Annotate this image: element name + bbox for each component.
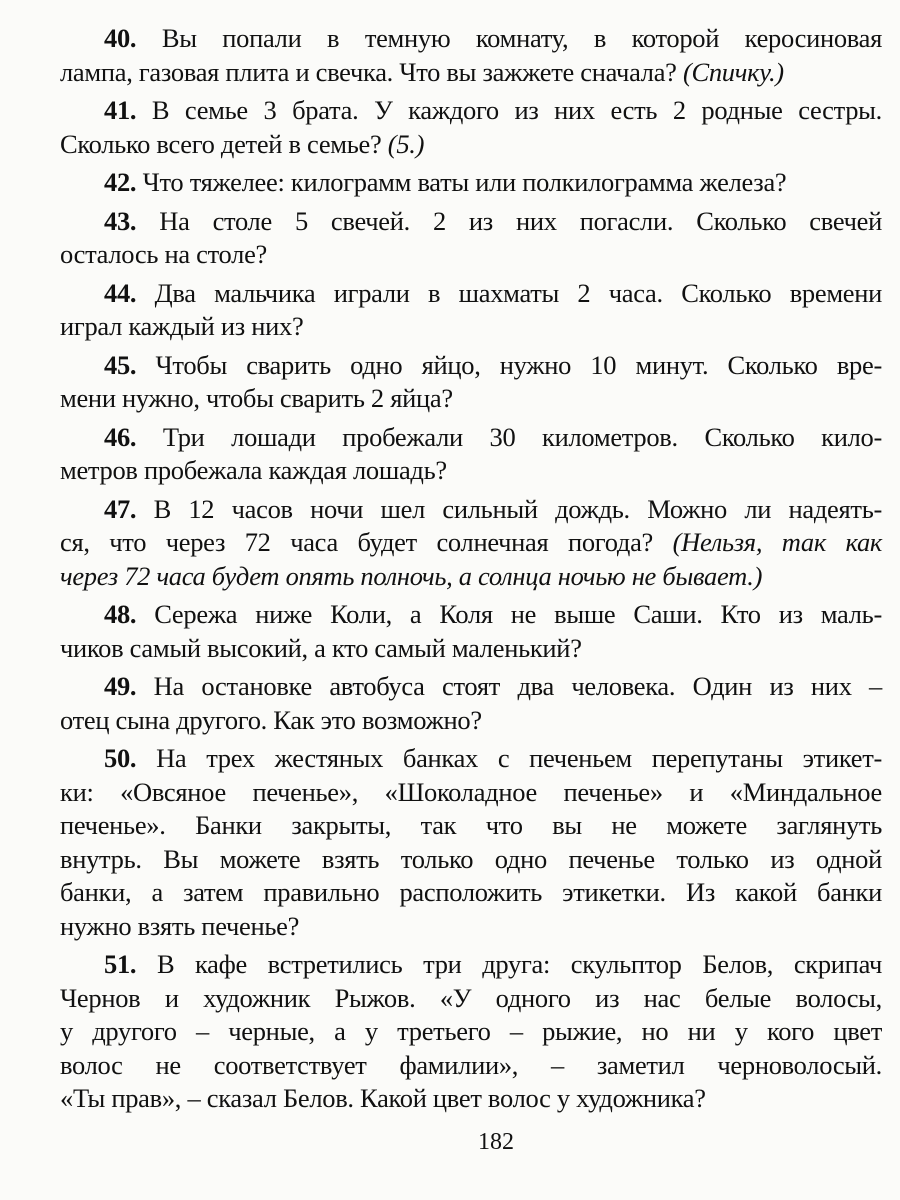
text-line [60, 910, 882, 944]
problem-text: Вы попали в темную комнату, в которой керосиновая [161, 23, 883, 53]
text-line [60, 277, 882, 311]
text-line [60, 493, 882, 527]
problem-text: Два мальчика играли в шахматы 2 часа. Сколько времени [154, 277, 883, 308]
text-line [60, 238, 882, 272]
text-line [60, 948, 882, 982]
problem-text: печенье». Банки закрыты, так что вы не можете заглянуть [60, 810, 882, 840]
text-line [60, 421, 882, 455]
problem-text: Три лошади пробежали 30 километров. Сколько кило- [162, 421, 883, 452]
problem-text: чиков самый высокий, а кто самый маленький? [60, 632, 582, 663]
problem-45 [60, 349, 882, 416]
text-line [60, 94, 882, 128]
text-line [60, 982, 882, 1016]
problem-41 [60, 94, 882, 161]
problem-text: На трех жестяных банках с печеньем перепутаны этикет- [156, 743, 883, 773]
problem-text: волос не соответствует фамилии», – заметил черноволосый. [60, 1049, 882, 1080]
text-line [60, 526, 882, 560]
problem-44 [60, 277, 882, 344]
problem-40 [60, 22, 882, 89]
problem-text: Что тяжелее: килограмм ваты или полкилограмма железа? [142, 167, 787, 197]
text-line [60, 454, 882, 488]
problem-text: у другого – черные, а у третьего – рыжие, но ни у кого цвет [60, 1016, 882, 1046]
problem-text: ки: «Овсяное печенье», «Шоколадное печенье» и «Миндальное [60, 776, 882, 807]
answer-text: через 72 часа будет опять полночь, а солнца ночью не бывает.) [60, 560, 763, 591]
problem-number: 42. [104, 167, 137, 197]
problem-text: лампа, газовая плита и свечка. Что вы зажжете сначала? [60, 56, 683, 87]
text-line [60, 1049, 882, 1083]
text-line [60, 166, 882, 200]
text-line [60, 670, 882, 704]
page-number: 182 [478, 1128, 514, 1155]
problem-text: На столе 5 свечей. 2 из них погасли. Сколько свечей [159, 205, 882, 236]
problem-text: «Ты прав», – сказал Белов. Какой цвет волос у художника? [60, 1083, 706, 1113]
problem-number: 49. [104, 671, 137, 701]
problem-number: 43. [104, 205, 137, 236]
problem-46 [60, 421, 882, 488]
problem-text: В семье 3 брата. У каждого из них есть 2 родные сестры. [151, 95, 882, 125]
text-line [60, 1015, 882, 1049]
problem-text: играл каждый из них? [60, 311, 304, 341]
page [60, 22, 882, 1156]
problem-48 [60, 598, 882, 665]
problem-text: В кафе встретились три друга: скульптор Белов, скрипач [156, 949, 882, 979]
problem-number: 51. [104, 949, 137, 979]
problem-text: метров пробежала каждая лошадь? [60, 455, 447, 485]
text-line [60, 205, 882, 239]
answer-text: (Нельзя, так как [672, 527, 882, 557]
problem-50 [60, 742, 882, 943]
problem-text: внутрь. Вы можете взять только одно печенье только из одной [60, 843, 882, 874]
text-line [60, 22, 882, 56]
text-line [60, 843, 882, 877]
text-line [60, 560, 882, 594]
problem-text: мени нужно, чтобы сварить 2 яйца? [60, 383, 453, 413]
problem-49 [60, 670, 882, 737]
text-line [60, 809, 882, 843]
text-line [60, 310, 882, 344]
problem-text: Чернов и художник Рыжов. «У одного из нас белые волосы, [60, 982, 882, 1013]
problem-number: 46. [104, 421, 137, 452]
problem-text: Сколько всего детей в семье? [60, 128, 388, 159]
text-line [60, 776, 882, 810]
problem-text: осталось на столе? [60, 239, 267, 269]
text-line [60, 876, 882, 910]
problem-number: 44. [104, 277, 137, 308]
problem-text: банки, а затем правильно расположить этикетки. Из какой банки [60, 877, 882, 907]
problem-text: Сережа ниже Коли, а Коля не выше Саши. Кто из маль- [154, 599, 882, 629]
text-line [60, 1082, 882, 1116]
problem-text: ся, что через 72 часа будет солнечная погода? [60, 527, 673, 557]
problem-text: нужно взять печенье? [60, 910, 300, 941]
problem-number: 48. [104, 599, 137, 629]
problem-text: На остановке автобуса стоят два человека. Один из них – [153, 671, 883, 701]
problem-text: Чтобы сварить одно яйцо, нужно 10 минут. Сколько вре- [155, 349, 882, 380]
text-line [60, 704, 882, 738]
problem-47 [60, 493, 882, 594]
problem-list [60, 22, 882, 1116]
problem-number: 41. [104, 95, 137, 125]
problem-number: 50. [104, 743, 137, 773]
problem-51 [60, 948, 882, 1116]
problem-number: 40. [104, 23, 137, 53]
text-line [60, 349, 882, 383]
problem-number: 47. [104, 493, 137, 524]
text-line [60, 632, 882, 666]
answer-text: (5.) [387, 128, 425, 159]
answer-text: (Спичку.) [682, 56, 784, 87]
text-line [60, 128, 882, 162]
text-line [60, 382, 882, 416]
text-line [60, 56, 882, 90]
problem-text: В 12 часов ночи шел сильный дождь. Можно ли надеять- [153, 493, 882, 524]
problem-43 [60, 205, 882, 272]
text-line [60, 598, 882, 632]
problem-text: отец сына другого. Как это возможно? [60, 704, 482, 735]
problem-42 [60, 166, 882, 200]
problem-number: 45. [104, 349, 137, 380]
text-line [60, 742, 882, 776]
